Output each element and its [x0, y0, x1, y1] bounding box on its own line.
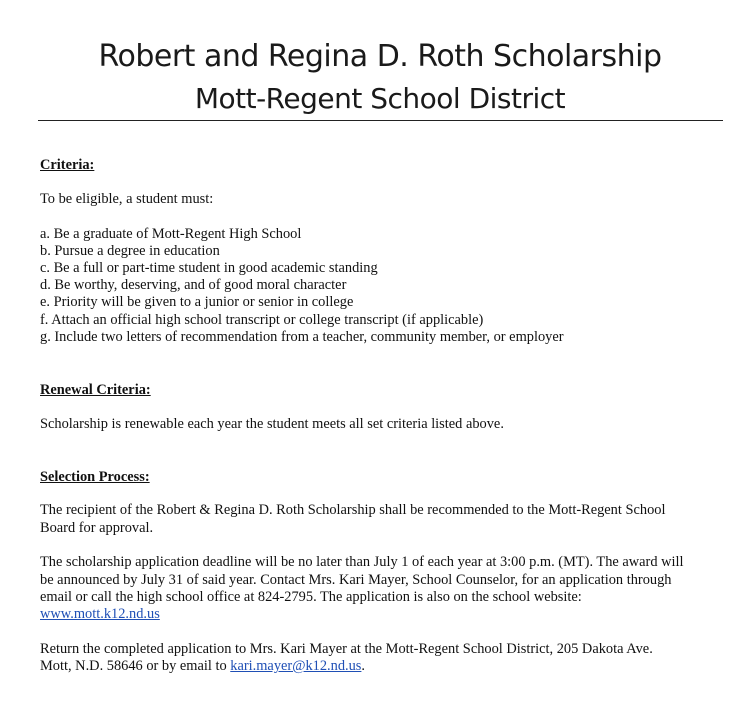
criteria-item: g. Include two letters of recommendation from a teacher, community member, or employer	[40, 329, 564, 345]
selection-paragraph-1-line: Board for approval.	[40, 520, 154, 536]
document-subtitle: Mott-Regent School District	[194, 82, 566, 115]
website-line	[40, 606, 160, 623]
deadline-paragraph-line: email or call the high school office at 824-2795. The application is also on the school website:	[40, 589, 582, 605]
deadline-paragraph-line: be announced by July 31 of said year. Contact Mrs. Kari Mayer, School Counselor, for an application through	[40, 572, 672, 588]
criteria-item: d. Be worthy, deserving, and of good moral character	[40, 277, 347, 293]
return-text-suffix: .	[361, 658, 366, 674]
criteria-item: e. Priority will be given to a junior or senior in college	[40, 294, 354, 310]
renewal-text: Scholarship is renewable each year the student meets all set criteria listed above.	[40, 416, 504, 432]
deadline-paragraph-line: The scholarship application deadline will be no later than July 1 of each year at 3:00 p.m. (MT). The award will	[40, 554, 684, 570]
return-paragraph-line: Return the completed application to Mrs. Kari Mayer at the Mott-Regent School District, 205 Dakota Ave.	[40, 641, 653, 657]
renewal-heading: Renewal Criteria:	[40, 382, 151, 398]
selection-paragraph-1-line: The recipient of the Robert & Regina D. Roth Scholarship shall be recommended to the Mott-Regent School	[40, 502, 666, 518]
criteria-heading: Criteria:	[40, 157, 95, 173]
criteria-intro: To be eligible, a student must:	[40, 191, 214, 207]
criteria-item: a. Be a graduate of Mott-Regent High School	[40, 226, 302, 242]
criteria-item: c. Be a full or part-time student in good academic standing	[40, 260, 378, 276]
return-text-prefix: Mott, N.D. 58646 or by email to	[40, 658, 231, 674]
return-paragraph-line-2	[40, 658, 365, 675]
criteria-item: f. Attach an official high school transcript or college transcript (if applicable)	[40, 312, 484, 328]
title-divider	[38, 120, 723, 121]
document-title: Robert and Regina D. Roth Scholarship	[98, 39, 662, 74]
selection-heading: Selection Process:	[40, 469, 150, 485]
email-link[interactable]: kari.mayer@k12.nd.us	[230, 658, 362, 674]
website-link[interactable]: www.mott.k12.nd.us	[40, 606, 160, 622]
criteria-item: b. Pursue a degree in education	[40, 243, 220, 259]
